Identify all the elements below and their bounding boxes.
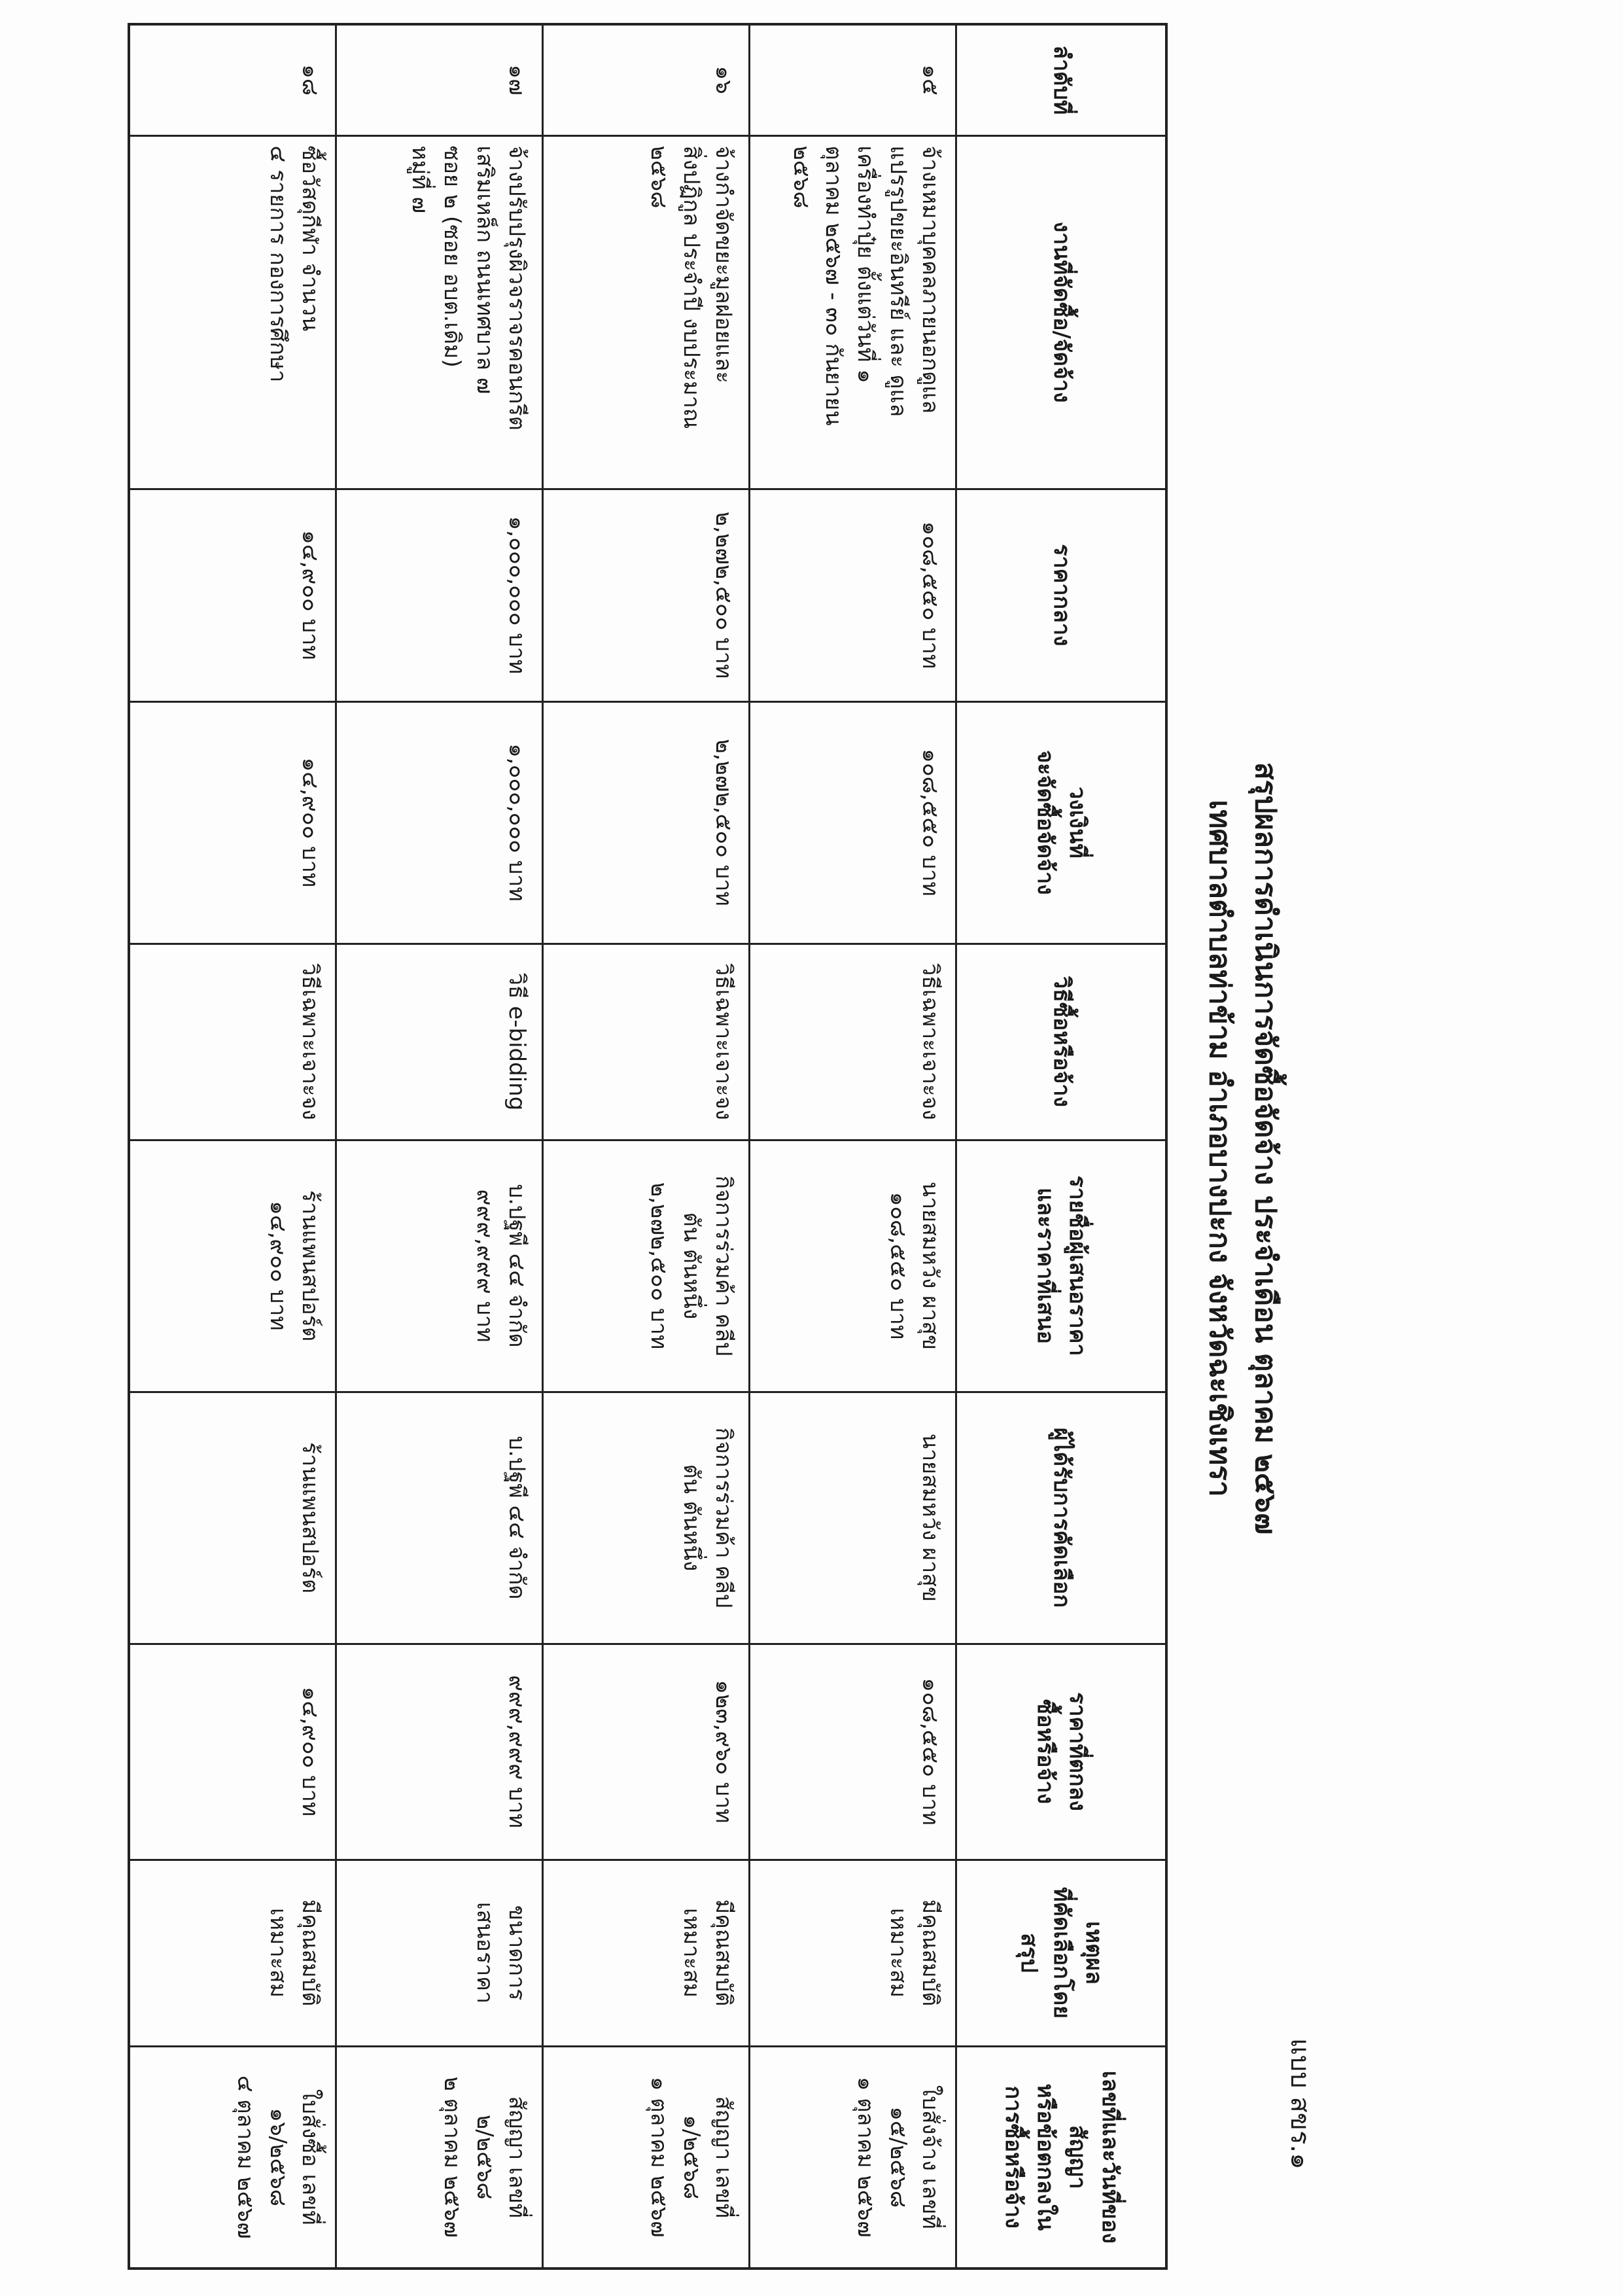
cell-agreed-price: ๑๐๘,๕๕๐ บาท	[750, 1644, 956, 1860]
cell-selected: ร้านแพนสปอร์ต	[129, 1392, 336, 1644]
cell-reason: ขนาดการ เสนอราคา	[336, 1860, 543, 2046]
cell-no: ๑๕	[750, 24, 956, 135]
cell-selected: กิจการร่วมค้า คลีป ตัน ตันหนึ่ง	[543, 1392, 750, 1644]
cell-bidders: นายสมหวัง ผาสุข ๑๐๘,๕๕๐ บาท	[750, 1140, 956, 1392]
cell-selected: บ.ปฐพี ๔๔ จำกัด	[336, 1392, 543, 1644]
cell-reason: มีคุณสมบัติ เหมาะสม	[750, 1860, 956, 2046]
cell-budget: ๑,๐๐๐,๐๐๐ บาท	[336, 701, 543, 944]
header-selected: ผู้ได้รับการคัดเลือก	[956, 1392, 1167, 1644]
table-row	[336, 24, 543, 2269]
cell-item: จ้างปรับปรุงผิวจราจรคอนกรีต เสริมเหล็ก ถนนเทศบาล ๗ ซอย ๒ (ซอย อบต.เดิม) หมู่ที่ ๗	[336, 135, 543, 489]
cell-method: วิธีเฉพาะเจาะจง	[129, 944, 336, 1140]
cell-no: ๑๖	[543, 24, 750, 135]
header-contract: เลขที่และวันที่ของ สัญญา หรือข้อตกลงใน การซื้อหรือจ้าง	[956, 2046, 1167, 2269]
cell-item: จ้างเหมาบุคคลภายนอกดูแล แปรรูปขยะอินทรีย์ และ ดูแล เครื่องทำปุ๋ย ตั้งแต่วันที่ ๑ ตุลาคม ๒๕๖๗ - ๓๐ กันยายน ๒๕๖๘	[750, 135, 956, 489]
header-method: วิธีซื้อหรือจ้าง	[956, 944, 1167, 1140]
cell-budget: ๑๐๘,๕๕๐ บาท	[750, 701, 956, 944]
header-item: งานที่จัดซื้อ/จัดจ้าง	[956, 135, 1167, 489]
page-title: สรุปผลการดำเนินการจัดซื้อจัดจ้าง ประจำเดือน ตุลาคม ๒๕๖๗	[1249, 762, 1282, 1535]
cell-no: ๑๗	[336, 24, 543, 135]
header-budget: วงเงินที่ จะจัดซื้อจัดจ้าง	[956, 701, 1167, 944]
cell-contract: สัญญา เลขที่ ๒/๒๕๖๘ ๒ ตุลาคม ๒๕๖๗	[336, 2046, 543, 2269]
cell-method: วิธีเฉพาะเจาะจง	[543, 944, 750, 1140]
table-row	[750, 24, 956, 2269]
header-reason: เหตุผล ที่คัดเลือกโดย สรุป	[956, 1860, 1167, 2046]
header-agreed-price: ราคาที่ตกลง ซื้อหรือจ้าง	[956, 1644, 1167, 1860]
table-header-row	[956, 24, 1167, 2269]
table-row	[129, 24, 336, 2269]
page-subtitle: เทศบาลตำบลท่าข้าม อำเภอบางปะกง จังหวัดฉะเชิงเทรา	[1203, 800, 1236, 1497]
cell-budget: ๑๔,๙๐๐ บาท	[129, 701, 336, 944]
cell-reason: มีคุณสมบัติ เหมาะสม	[129, 1860, 336, 2046]
header-median-price: ราคากลาง	[956, 489, 1167, 701]
rotated-document	[3, 10, 1338, 2287]
cell-median-price: ๑๐๘,๕๕๐ บาท	[750, 489, 956, 701]
cell-agreed-price: ๑๒๓,๙๖๐ บาท	[543, 1644, 750, 1860]
cell-contract: ใบสั่งจ้าง เลขที่ ๑๕/๒๕๖๘ ๑ ตุลาคม ๒๕๖๗	[750, 2046, 956, 2269]
cell-method: วิธีเฉพาะเจาะจง	[750, 944, 956, 1140]
cell-selected: นายสมหวัง ผาสุข	[750, 1392, 956, 1644]
cell-item: ซื้อวัสดุกีฬา จำนวน ๔ รายการ กองการศึกษา	[129, 135, 336, 489]
cell-bidders: กิจการร่วมค้า คลีป ตัน ตันหนึ่ง ๒,๒๗๒,๕๐๐ บาท	[543, 1140, 750, 1392]
form-code: แบบ สขร.๑	[1285, 2038, 1315, 2170]
cell-median-price: ๒,๒๗๒,๕๐๐ บาท	[543, 489, 750, 701]
cell-budget: ๒,๒๗๒,๕๐๐ บาท	[543, 701, 750, 944]
cell-agreed-price: ๑๔,๙๐๐ บาท	[129, 1644, 336, 1860]
cell-method: วิธี e-bidding	[336, 944, 543, 1140]
cell-median-price: ๑๔,๙๐๐ บาท	[129, 489, 336, 701]
cell-agreed-price: ๙๙๙,๙๙๙ บาท	[336, 1644, 543, 1860]
cell-contract: สัญญา เลขที่ ๑/๒๕๖๘ ๑ ตุลาคม ๒๕๖๗	[543, 2046, 750, 2269]
cell-contract: ใบสั่งซื้อ เลขที่ ๑๖/๒๕๖๘ ๔ ตุลาคม ๒๕๖๗	[129, 2046, 336, 2269]
cell-no: ๑๘	[129, 24, 336, 135]
table-row	[543, 24, 750, 2269]
header-bidders: รายชื่อผู้เสนอราคา และราคาที่เสนอ	[956, 1140, 1167, 1392]
cell-item: จ้างกำจัดขยะมูลฝอยและ สิ่งปฏิกูล ประจำปี งบประมาณ ๒๕๖๘	[543, 135, 750, 489]
cell-reason: มีคุณสมบัติ เหมาะสม	[543, 1860, 750, 2046]
cell-bidders: บ.ปฐพี ๔๔ จำกัด ๙๙๙,๙๙๙ บาท	[336, 1140, 543, 1392]
cell-median-price: ๑,๐๐๐,๐๐๐ บาท	[336, 489, 543, 701]
header-no: ลำดับที่	[956, 24, 1167, 135]
cell-bidders: ร้านแพนสปอร์ต ๑๔,๙๐๐ บาท	[129, 1140, 336, 1392]
procurement-table	[128, 23, 1168, 2270]
